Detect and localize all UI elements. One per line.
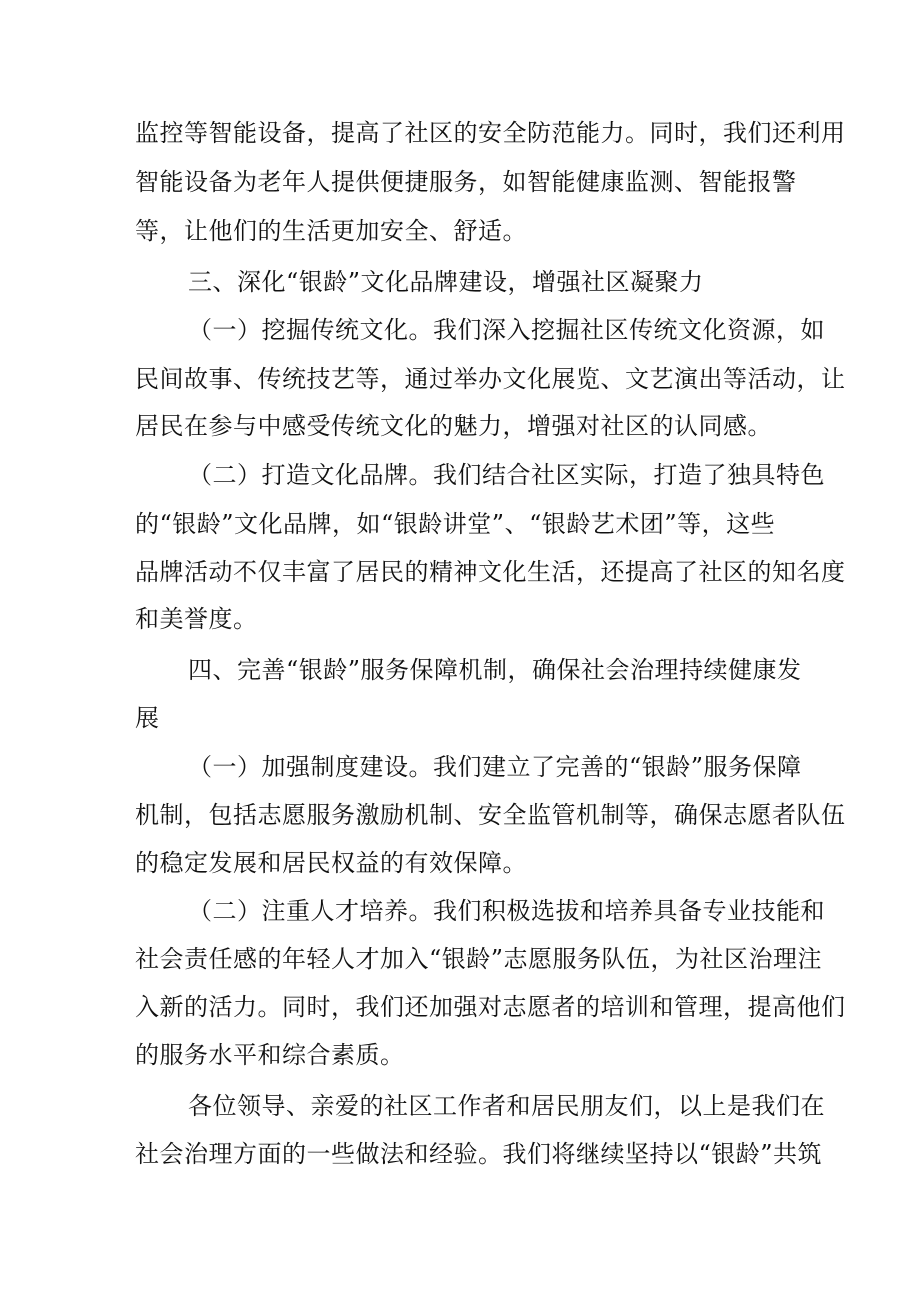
text-line: 各位领导、亲爱的社区工作者和居民朋友们，以上是我们在 xyxy=(188,1092,825,1120)
text-line: 品牌活动不仅丰富了居民的精神文化生活，还提高了社区的知名度 xyxy=(135,558,846,586)
text-line: 智能设备为老年人提供便捷服务，如智能健康监测、智能报警 xyxy=(135,168,797,196)
text-line: 和美誉度。 xyxy=(135,605,258,633)
text-line: 等，让他们的生活更加安全、舒适。 xyxy=(135,217,527,245)
text-line: 的稳定发展和居民权益的有效保障。 xyxy=(135,849,527,877)
text-line: 的“银龄”文化品牌，如“银龄讲堂”、“银龄艺术团”等，这些 xyxy=(135,510,776,538)
text-line: 社会责任感的年轻人才加入“银龄”志愿服务队伍，为社区治理注 xyxy=(135,945,823,973)
text-line: 机制，包括志愿服务激励机制、安全监管机制等，确保志愿者队伍 xyxy=(135,801,846,829)
section-heading-continued: 展 xyxy=(135,704,160,732)
text-line: 社会治理方面的一些做法和经验。我们将继续坚持以“银龄”共筑 xyxy=(135,1140,823,1168)
text-line: 居民在参与中感受传统文化的魅力，增强对社区的认同感。 xyxy=(135,412,772,440)
text-line: 民间故事、传统技艺等，通过举办文化展览、文艺演出等活动，让 xyxy=(135,365,846,393)
section-heading: 三、深化“银龄”文化品牌建设，增强社区凝聚力 xyxy=(188,268,704,296)
text-line: 入新的活力。同时，我们还加强对志愿者的培训和管理，提高他们 xyxy=(135,993,846,1021)
text-line: 的服务水平和综合素质。 xyxy=(135,1041,405,1069)
text-line: 监控等智能设备，提高了社区的安全防范能力。同时，我们还利用 xyxy=(135,119,846,147)
text-line: （二）打造文化品牌。我们结合社区实际，打造了独具特色 xyxy=(188,461,825,489)
section-heading: 四、完善“银龄”服务保障机制，确保社会治理持续健康发 xyxy=(188,656,802,684)
text-line: （一）加强制度建设。我们建立了完善的“银龄”服务保障 xyxy=(188,753,802,781)
text-line: （一）挖掘传统文化。我们深入挖掘社区传统文化资源，如 xyxy=(188,316,825,344)
text-line: （二）注重人才培养。我们积极选拔和培养具备专业技能和 xyxy=(188,897,825,925)
